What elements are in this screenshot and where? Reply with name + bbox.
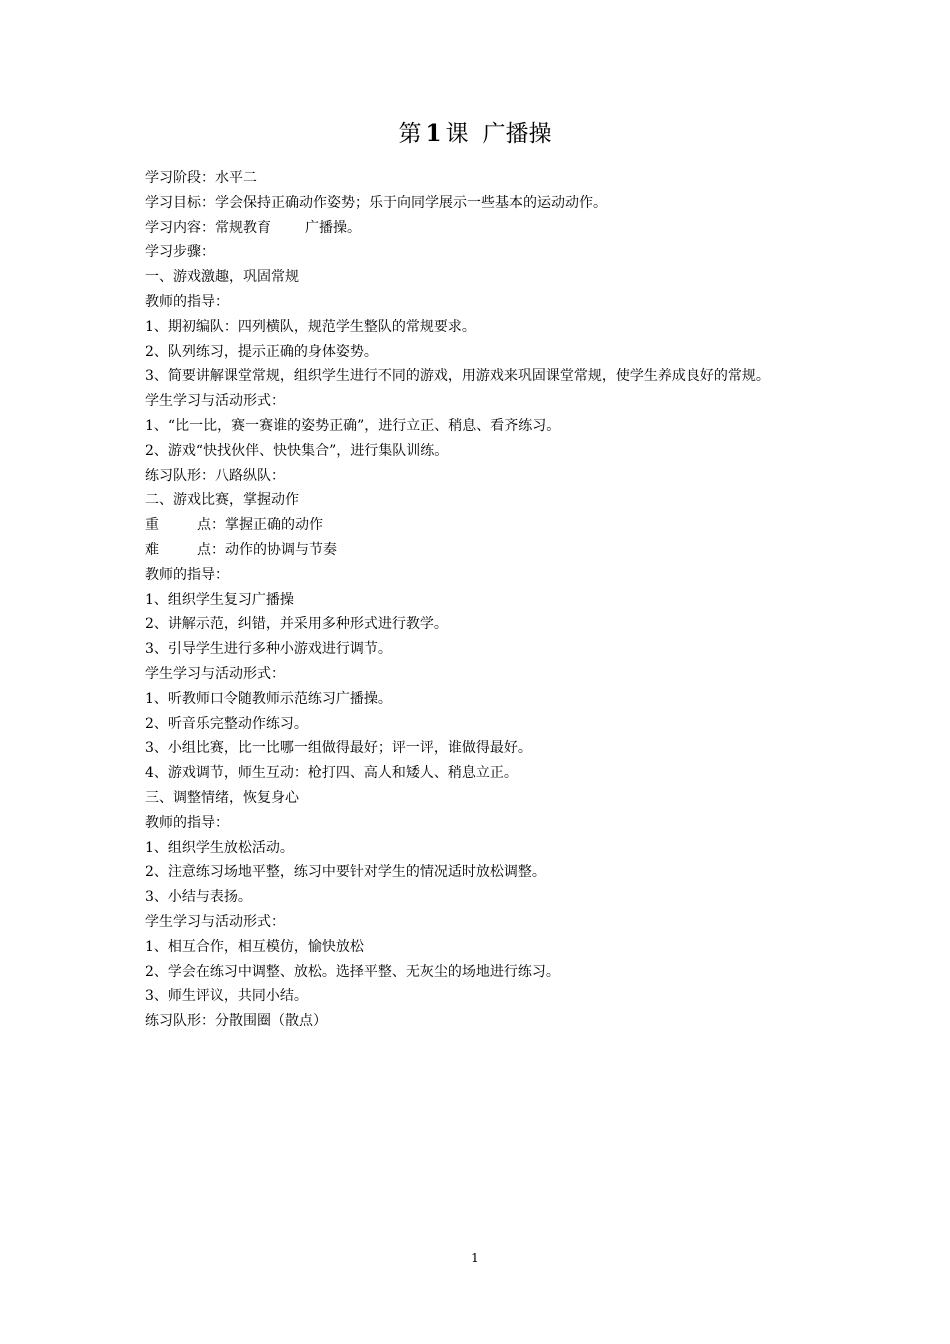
page-number: 1	[471, 1251, 479, 1265]
list-item: 3、师生评议，共同小结。	[145, 988, 308, 1005]
list-item: 3、引导学生进行多种小游戏进行调节。	[145, 641, 392, 658]
section3-teacher-label: 教师的指导：	[145, 814, 229, 831]
key-point-label-a: 重	[145, 517, 159, 534]
list-item: 4、游戏调节，师生互动：枪打四、高人和矮人、稍息立正。	[145, 765, 518, 782]
list-item: 1、期初编队：四列横队，规范学生整队的常规要求。	[145, 318, 476, 335]
section3-formation: 练习队形：分散围圈（散点）	[145, 1013, 327, 1030]
section1-student-label: 学生学习与活动形式：	[145, 393, 285, 410]
key-point-line	[145, 513, 815, 538]
lesson-content	[145, 166, 815, 1034]
list-item: 2、队列练习，提示正确的身体姿势。	[145, 343, 378, 360]
section3-student-label: 学生学习与活动形式：	[145, 913, 285, 930]
steps-label: 学习步骤：	[145, 244, 215, 261]
list-item: 2、游戏“快找伙伴、快快集合”，进行集队训练。	[145, 442, 449, 459]
list-item: 1、组织学生复习广播操	[145, 591, 294, 608]
title-mid: 课	[445, 121, 469, 147]
title-number: 1	[425, 120, 442, 147]
stage-line	[145, 166, 815, 191]
list-item: 1、组织学生放松活动。	[145, 839, 294, 856]
difficulty-label-a: 难	[145, 541, 159, 558]
difficulty-value: 动作的协调与节奏	[225, 541, 337, 558]
list-item: 2、听音乐完整动作练习。	[145, 715, 308, 732]
title-prefix: 第	[398, 121, 422, 147]
list-item: 1、听教师口令随教师示范练习广播操。	[145, 690, 392, 707]
content-value-2: 广播操。	[305, 219, 361, 236]
section2-heading: 二、游戏比赛，掌握动作	[145, 492, 299, 509]
lesson-title	[0, 118, 950, 150]
stage-label: 学习阶段：	[145, 170, 215, 186]
difficulty-label-b: 点：	[197, 541, 225, 558]
title-name: 广播操	[482, 121, 552, 147]
list-item: 3、小结与表扬。	[145, 889, 252, 906]
list-item: 2、学会在练习中调整、放松。选择平整、无灰尘的场地进行练习。	[145, 963, 560, 980]
section2-teacher-label: 教师的指导：	[145, 566, 229, 583]
goal-label: 学习目标：	[145, 194, 215, 211]
section3-heading: 三、调整情绪，恢复身心	[145, 789, 299, 806]
content-line	[145, 216, 815, 241]
section1-heading: 一、游戏激趣，巩固常规	[145, 269, 299, 286]
goal-value: 学会保持正确动作姿势；乐于向同学展示一些基本的运动动作。	[215, 194, 607, 211]
key-point-value: 掌握正确的动作	[225, 517, 323, 534]
content-value-1: 常规教育	[215, 219, 271, 236]
list-item: 2、注意练习场地平整，练习中要针对学生的情况适时放松调整。	[145, 864, 546, 881]
section2-student-label: 学生学习与活动形式：	[145, 665, 285, 682]
key-point-label-b: 点：	[197, 517, 225, 534]
difficulty-line	[145, 538, 815, 563]
list-item: 1、“比一比，赛一赛谁的姿势正确”，进行立正、稍息、看齐练习。	[145, 417, 561, 434]
section1-teacher-label: 教师的指导：	[145, 293, 229, 310]
list-item: 1、相互合作，相互模仿，愉快放松	[145, 938, 364, 955]
list-item: 3、简要讲解课堂常规，组织学生进行不同的游戏，用游戏来巩固课堂常规，使学生养成良好的常规。	[145, 368, 770, 385]
content-label: 学习内容：	[145, 219, 215, 236]
goal-line	[145, 191, 815, 216]
list-item: 2、讲解示范，纠错，并采用多种形式进行教学。	[145, 616, 448, 633]
list-item: 3、小组比赛，比一比哪一组做得最好；评一评，谁做得最好。	[145, 740, 532, 757]
stage-value: 水平二	[215, 170, 257, 186]
section1-formation: 练习队形：八路纵队：	[145, 467, 285, 484]
